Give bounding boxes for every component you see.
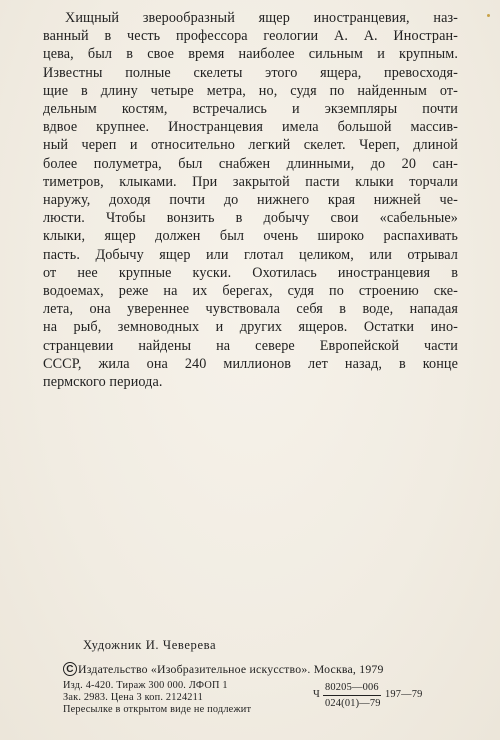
description-text: [43, 9, 458, 391]
artist-credit: Художник И. Чеверева: [83, 638, 217, 652]
text-line: клыки, ящер должен был очень широко распахивать: [43, 228, 458, 245]
text-line: вдвое крупнее. Иностранцевия имела большой массив-: [43, 119, 458, 136]
index-suffix: 197—79: [385, 689, 423, 700]
index-prefix: Ч: [313, 689, 320, 700]
text-line: странцевии найдены на севере Европейской части: [43, 337, 458, 354]
text-line: лета, она увереннее чувствовала себя в воде, нападая: [43, 301, 458, 318]
publisher-line: [63, 662, 443, 676]
text-line: щие в длину четыре метра, но, судя по найденным от-: [43, 82, 458, 99]
publisher-text: Издательство «Изобразительное искусство». Москва, 1979: [78, 662, 384, 676]
copyright-icon: C: [63, 662, 77, 676]
text-line: наружу, доходя почти до нижнего края нижней че-: [43, 192, 458, 209]
text-line: цева, был в свое время наиболее сильным и крупным.: [43, 46, 458, 63]
text-line: люсти. Чтобы вонзить в добычу свои «сабельные»: [43, 210, 458, 227]
mailing-note: Пересылке в открытом виде не подлежит: [63, 704, 252, 716]
print-metadata: [63, 680, 443, 724]
text-line: от нее крупные куски. Охотилась иностранцевия в: [43, 264, 458, 281]
text-line: пермского периода.: [43, 374, 163, 391]
print-details: [63, 680, 251, 717]
text-line: на рыб, земноводных и других ящеров. Остатки ино-: [43, 319, 458, 336]
text-line: тиметров, клыками. При закрытой пасти клыки торчали: [43, 173, 458, 190]
text-line: пасть. Добычу ящер или глотал целиком, или отрывал: [43, 246, 458, 263]
edition-line: Изд. 4-420. Тираж 300 000. ЛФОП 1: [63, 680, 228, 691]
text-line: ванный в честь профессора геологии А. А. Иностран-: [43, 28, 458, 45]
text-line: ный череп и относительно легкий скелет. Череп, длиной: [43, 137, 458, 154]
index-numerator: 80205—006: [323, 682, 381, 696]
text-line: более полуметра, был снабжен длинными, до 20 сан-: [43, 155, 458, 172]
text-line: СССР, жила она 240 миллионов лет назад, в конце: [43, 355, 458, 372]
text-line: водоемах, реже на их берегах, судя по строению ске-: [43, 283, 458, 300]
index-denominator: 024(01)—79: [325, 698, 381, 709]
paper-speck: [487, 14, 490, 17]
imprint-block: [63, 662, 443, 724]
text-line: Известны полные скелеты этого ящера, превосходя-: [43, 64, 458, 81]
order-price-line: Зак. 2983. Цена 3 коп. 2124211: [63, 692, 203, 704]
text-line: Хищный зверообразный ящер иностранцевия, наз-: [65, 10, 458, 26]
text-line: дельным костям, встречались и экземпляры почти: [43, 101, 458, 118]
